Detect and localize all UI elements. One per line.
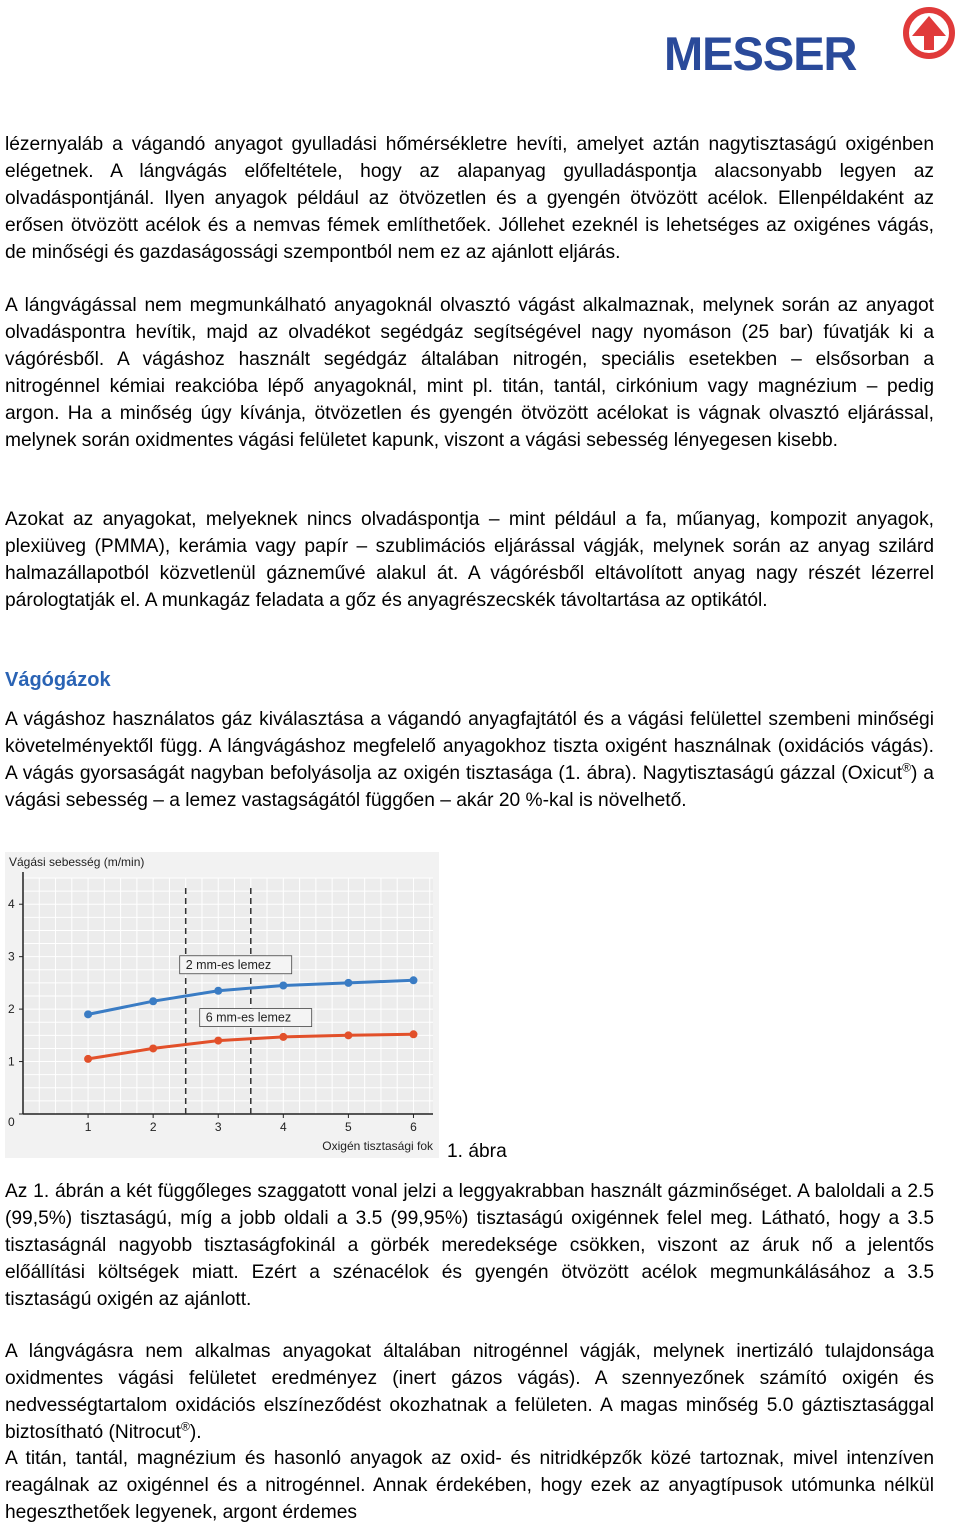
data-point [409,1030,417,1038]
paragraph-4: A vágáshoz használatos gáz kiválasztása a vágandó anyagfajtától és a vágási felülettel szembeni minőségi követelményektől függ. A lángvágáshoz megfelelő anyagokhoz tiszta oxigént használnak (oxidációs vágás). A vágás gyorsaságát nagyban befolyásolja az oxigén tisztasága (1. ábra). Nagytisztaságú gázzal (Oxicut®) a vágási sebesség – a lemez vastagságától függően – akár 20 %-kal is növelhető. [5,709,934,811]
y-axis-label: Vágási sebesség (m/min) [9,855,145,869]
paragraph-3: Azokat az anyagokat, melyeknek nincs olvadáspontja – mint például a fa, műanyag, kompozit anyagok, plexiüveg (PMMA), kerámia vagy papír – szublimációs eljárással vágják, melynek során az anyag szilárd halmazállapotból közvetlenül gázneművé alakul át. A vágórésből eltávolított anyag nagy részét lézerrel párologtatják el. A munkagáz feladata a gőz és anyagrészecskék távoltartása az optikától. [5,509,934,611]
data-point [149,997,157,1005]
x-tick-label: 6 [410,1120,417,1134]
paragraph-6: A lángvágásra nem alkalmas anyagokat általában nitrogénnel vágják, melynek inertizáló tulajdonsága oxidmentes vágási felületet eredményez (inert gázos vágás). A szennyezőnek számító oxigén és nedvességtartalom oxidációs elszíneződést okozhatnak a felületen. A magas minőség 5.0 gáztisztasággal biztosítható (Nitrocut®). [5,1341,934,1443]
x-tick-label: 5 [345,1120,352,1134]
paragraph-2: A lángvágással nem megmunkálható anyagoknál olvasztó vágást alkalmaznak, melynek során az anyagot olvadáspontra hevítik, majd az olvadékot segédgáz segítségével nagy nyomáson (25 bar) fúvatják ki a vágórésből. A vágáshoz használt segédgáz általában nitrogén, speciális esetekben – elsősorban a nitrogénnel kémiai reakcióba lépő anyagoknál, mint pl. titán, tantál, cirkónium vagy magnézium – pedig argon. Ha a minőség úgy kívánja, ötvözetlen és gyengén ötvözött acélokat is vágnak olvasztó eljárással, melynek során oxidmentes vágási felületet kapunk, viszont a vágási sebesség lényegesen kisebb. [5,295,934,451]
x-tick-label: 2 [149,1120,157,1134]
figure-caption: 1. ábra [447,1141,507,1162]
series-label: 6 mm-es lemez [205,1010,292,1025]
data-point [409,976,417,984]
paragraph-7: A titán, tantál, magnézium és hasonló anyagok az oxid- és nitridképzők közé tartoznak, mivel intenzíven reagálnak az oxigénnel és a nitrogénnel. Annak érdekében, hogy ezek az anyagtípusok utómunka nélkül hegeszthetőek legyenek, argont érdemes [5,1448,934,1523]
x-tick-label: 4 [279,1120,287,1134]
x-axis-label: Oxigén tisztasági fok [322,1139,433,1153]
y-tick-label: 0 [8,1115,15,1129]
data-point [84,1055,92,1063]
paragraph-5: Az 1. ábrán a két függőleges szaggatott vonal jelzi a leggyakrabban használt gázminőséget. A baloldali a 2.5 (99,5%) tisztaságú, míg a jobb oldali a 3.5 (99,95%) tisztaságú oxigénnek felel meg. Látható, hogy a 3.5 tisztaságnál nagyobb tisztaságfokinál a görbék meredeksége csökken, viszont az áruk nő a jelentős előállítási költségek miatt. Ezért a szénacélok és gyengén ötvözött acélok megmunkálásához a 3.5 tisztaságú oxigén az ajánlott. [5,1181,934,1310]
registered-mark: ® [180,1419,190,1434]
data-point [214,1037,222,1045]
section-heading-vagogazok: Vágógázok [5,669,111,691]
messer-logo [664,4,956,78]
logo-wordmark: MESSER [664,27,857,80]
y-tick-label: 1 [8,1054,15,1069]
data-point [344,979,352,987]
registered-mark: ® [902,760,911,775]
x-tick-label: 1 [84,1120,92,1134]
paragraph-1: lézernyaláb a vágandó anyagot gyulladási hőmérsékletre hevíti, amelyet aztán nagytisztaságú oxigénben elégetnek. A lángvágás előfeltétele, hogy az alapanyag gyulladáspontja alacsonyabb legyen az olvadáspontjánál. Ilyen anyagok például az ötvözetlen és a gyengén ötvözött acélok. Ellenpéldaként az erősen ötvözött acélok és a nemvas fémek említhetőek. Jóllehet ezeknél is lehetséges az oxigénes vágás, de minőségi és gazdaságossági szempontból nem ez az ajánlott eljárás. [5,134,934,263]
x-tick-label: 3 [214,1120,222,1134]
messer-mark-icon [902,6,956,60]
y-tick-label: 3 [8,949,15,964]
data-point [149,1044,157,1052]
data-point [279,982,287,990]
data-point [84,1010,92,1018]
data-point [279,1033,287,1041]
data-point [344,1031,352,1039]
series-label: 2 mm-es lemez [185,957,272,972]
purity-speed-chart [5,852,439,1158]
data-point [214,987,222,995]
y-tick-label: 2 [8,1002,15,1017]
y-tick-label: 4 [8,897,15,912]
